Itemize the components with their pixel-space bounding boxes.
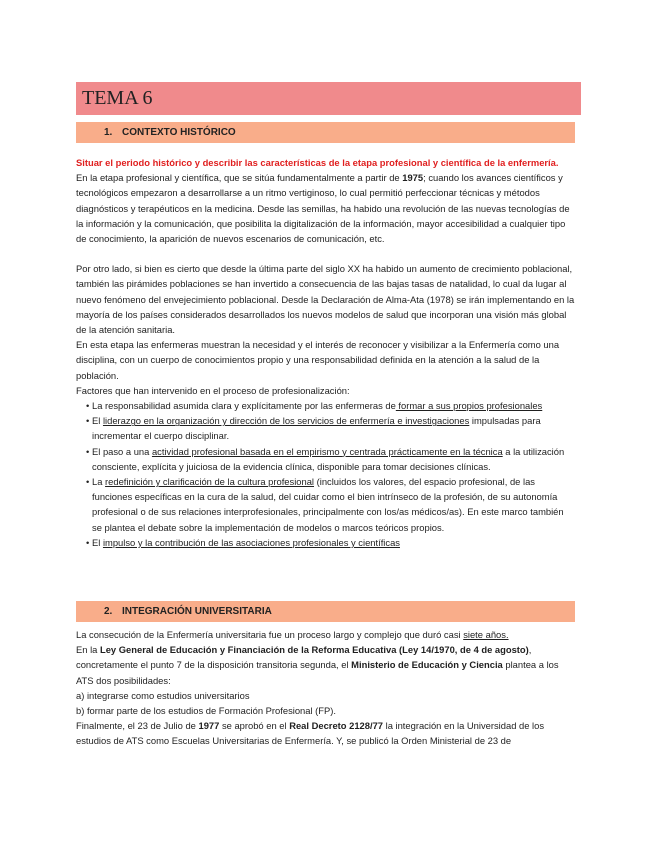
option-b: b) formar parte de los estudios de Formación Profesional (FP). <box>76 705 337 717</box>
paragraph: La consecución de la Enfermería universitaria fue un proceso largo y complejo que duró casi siete años. <box>76 629 509 640</box>
decree-name: Real Decreto 2128/77 <box>289 720 383 732</box>
law-name: Ley General de Educación y Financiación de la Reforma Educativa (Ley 14/1970, de 4 de agosto) <box>99 644 529 656</box>
section-2-body <box>76 627 576 749</box>
ministry-name: Ministerio de Educación y Ciencia <box>351 659 503 671</box>
list-item: • La responsabilidad asumida clara y explícitamente por las enfermeras de formar a sus propios profesionales <box>76 398 576 413</box>
section-heading-2 <box>76 601 575 622</box>
highlight-year: 1977 <box>198 720 220 732</box>
section-number: 1. <box>104 127 113 138</box>
paragraph: Por otro lado, si bien es cierto que desde la última parte del siglo XX ha habido un aumento de crecimiento poblacional, también las pirámides poblaciones se han invertido a consecuencia de las bajas tasas de natalidad, lo cual da lugar al nuevo fenómeno del envejecimiento poblacional. Desde la Declaración de Alma-Ata (1978) se irán implementando en la mayoría de los países considerados desarrollados los nuevos modelos de salud que incorporan una visión más global de la atención sanitaria. <box>76 263 575 336</box>
list-item: • El impulso y la contribución de las asociaciones profesionales y científicas <box>76 535 576 550</box>
paragraph: En la Ley General de Educación y Financiación de la Reforma Educativa (Ley 14/1970, de 4 de agosto), concretamente el punto 7 de la disposición transitoria segunda, el Ministerio de Educación y Ciencia plantea a los ATS dos posibilidades: <box>76 644 559 686</box>
paragraph: En esta etapa las enfermeras muestran la necesidad y el interés de reconocer y visibilizar a la Enfermería como una disciplina, con un cuerpo de conocimientos propio y una responsabilidad definida en la atención a la salud de la población. <box>76 339 560 381</box>
factor-list <box>76 398 576 550</box>
option-a: a) integrarse como estudios universitarios <box>76 689 250 701</box>
list-item: • El liderazgo en la organización y dirección de los servicios de enfermería e investigaciones impulsadas para incrementar el cuerpo disciplinar. <box>76 413 576 443</box>
paragraph: Factores que han intervenido en el proceso de profesionalización: <box>76 384 350 396</box>
list-item: • El paso a una actividad profesional basada en el empirismo y centrada prácticamente en la técnica a la utilización consciente, explícita y juiciosa de la evidencia clínica, disponible para tomar decisiones clínicas. <box>76 444 576 474</box>
paragraph: Finalmente, el 23 de Julio de 1977 se aprobó en el Real Decreto 2128/77 la integración en la Universidad de los estudios de ATS como Escuelas Universitarias de Enfermería. Y, se publicó la Orden Ministerial de 23 de <box>76 720 545 747</box>
paragraph: En la etapa profesional y científica, que se sitúa fundamentalmente a partir de 1975; cuando los avances científicos y tecnológicos empezaron a desarrollarse a un ritmo vertiginoso, lo cual permitió perfeccionar técnicas y métodos diagnósticos y terapéuticos en la medicina. Desde las semillas, ha habido una revolución de las nuevas tecnologías de la información y la comunicación, que posibilita la digitalización de la información, mayor accesibilidad a cualquier tipo de conocimiento, la aparición de nuevos escenarios de comunicación, etc. <box>76 172 570 245</box>
section-number: 2. <box>104 606 113 617</box>
section-title: CONTEXTO HISTÓRICO <box>122 127 236 138</box>
page-title: TEMA 6 <box>76 82 581 115</box>
section-1-body <box>76 155 576 550</box>
highlight-year: 1975 <box>402 172 424 184</box>
section-heading-1 <box>76 122 575 143</box>
learning-objective: Situar el periodo histórico y describir las características de la etapa profesional y científica de la enfermería. <box>76 157 559 168</box>
list-item: • La redefinición y clarificación de la cultura profesional (incluidos los valores, del espacio profesional, de las funciones específicas en la cura de la salud, del cuidar como el bien intrínseco de la profesión, de su autonomía profesional o de sus relaciones interprofesionales, principalmente con los/as médicos/as). En este marco también se plantea el debate sobre la implementación de modelos o marcos teóricos propios. <box>76 474 576 535</box>
section-title: INTEGRACIÓN UNIVERSITARIA <box>122 606 272 617</box>
